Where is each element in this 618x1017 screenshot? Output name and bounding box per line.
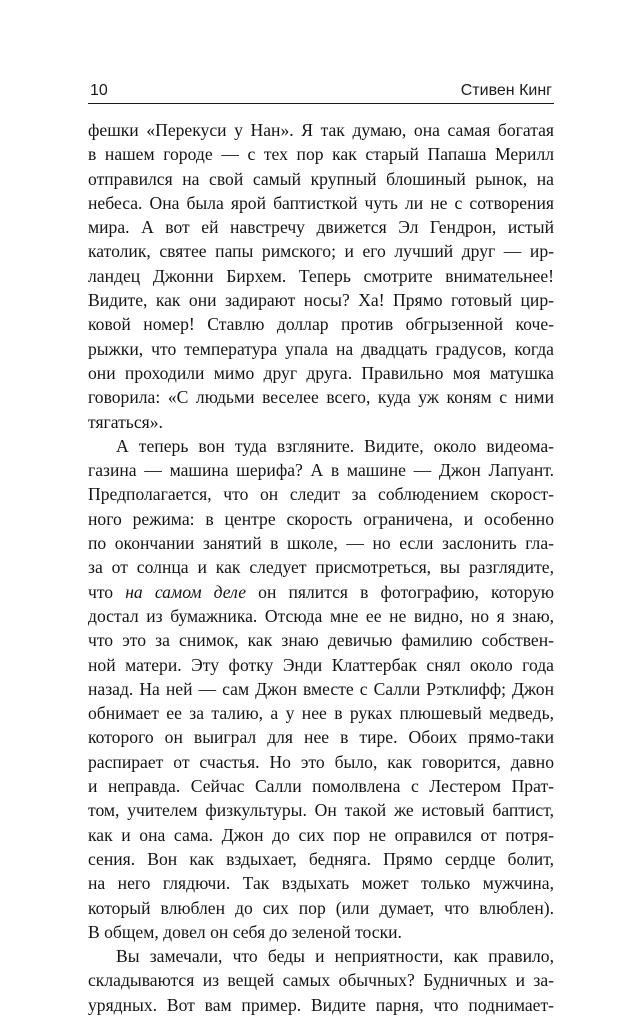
text-line: газина — машина шерифа? А в машине — Джон Лапуант. [88, 460, 554, 481]
body-text [88, 118, 554, 1017]
text-line: католик, святее папы римского; и его лучший друг — ир- [88, 241, 554, 262]
text-segment: что [88, 581, 126, 602]
text-line: говорила: «С людьми веселее всего, куда уж коням с ними [88, 387, 554, 408]
text-line: и неправда. Сейчас Салли помолвлена с Лестером Прат- [88, 776, 554, 797]
text-line: ного режима: в центре скорость ограничена, и особенно [88, 508, 554, 529]
text-line: тягаться». [88, 411, 163, 432]
text-line: А теперь вон туда взгляните. Видите, около видеома- [116, 435, 554, 456]
text-line: складываются из вещей самых обычных? Будничных и за- [88, 970, 554, 991]
text-line: по окончании занятий в школе, — но если заслонить гла- [88, 533, 554, 554]
text-line: за от солнца и как следует присмотреться, вы разглядите, [88, 557, 554, 578]
text-line: отправился на свой самый крупный блошиный рынок, на [88, 168, 554, 189]
text-line: достал из бумажника. Отсюда мне ее не видно, но я знаю, [88, 605, 554, 626]
text-line: Видите, как они задирают носы? Ха! Прямо готовый цир- [88, 290, 554, 311]
text-line: распирает от счастья. Но это было, как говорится, давно [88, 751, 554, 772]
text-line: которого он выиграл для нее в тире. Обоих прямо-таки [88, 727, 554, 748]
text-line: урядных. Вот вам пример. Видите парня, что поднимает- [88, 994, 554, 1015]
text-line: небеса. Она была ярой баптисткой чуть ли не с сотворения [88, 192, 554, 213]
text-line: том, учителем физкультуры. Он такой же истовый баптист, [88, 800, 554, 821]
text-line [88, 580, 554, 604]
text-line: который влюблен до сих пор (или думает, что влюблен). [88, 897, 554, 918]
text-line: обнимает ее за талию, а у нее в руках плюшевый медведь, [88, 703, 554, 724]
text-line: ной матери. Эту фотку Энди Клаттербак снял около года [88, 654, 554, 675]
text-line: Вы замечали, что беды и неприятности, как правило, [116, 946, 554, 967]
book-page [88, 76, 554, 1017]
text-line: что это за снимок, как знаю девичью фамилию собствен- [88, 630, 554, 651]
page-number: 10 [90, 82, 108, 99]
running-title: Стивен Кинг [460, 82, 552, 99]
text-line: В общем, довел он себя до зеленой тоски. [88, 921, 402, 942]
text-line: в нашем городе — с тех пор как старый Папаша Мерилл [88, 144, 554, 165]
text-line: как и она сама. Джон до сих пор не оправился от потря- [88, 824, 554, 845]
text-segment: он пялится в фотографию, которую [246, 581, 554, 602]
text-line: сения. Вон как вздыхает, бедняга. Прямо сердце болит, [88, 848, 554, 869]
text-line: они проходили мимо друг друга. Правильно моя матушка [88, 362, 554, 383]
text-line: Предполагается, что он следит за соблюдением скорост- [88, 484, 554, 505]
header-rule [88, 103, 554, 104]
emphasis: на самом деле [125, 581, 247, 602]
text-line: ландец Джонни Бирхем. Теперь смотрите внимательнее! [88, 265, 554, 286]
text-line: на него глядючи. Так вздыхать может только мужчина, [88, 873, 554, 894]
text-line: рыжки, что температура упала на двадцать градусов, когда [88, 338, 554, 359]
text-line: назад. На ней — сам Джон вместе с Салли Рэтклифф; Джон [88, 678, 554, 699]
text-line: мира. А вот ей навстречу движется Эл Гендрон, истый [88, 217, 554, 238]
text-line: фешки «Перекуси у Нан». Я так думаю, она самая богатая [88, 120, 554, 140]
running-header [88, 76, 554, 100]
text-line: ковой номер! Ставлю доллар против обгрызенной коче- [88, 314, 554, 335]
